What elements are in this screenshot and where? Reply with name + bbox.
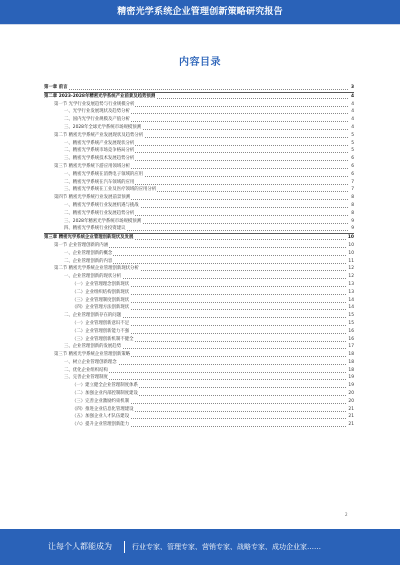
toc-entry-title: （一）建立健全企业管理制度体系	[72, 383, 138, 389]
toc-entry[interactable]	[44, 171, 354, 179]
toc-entry[interactable]	[44, 218, 354, 226]
toc-entry[interactable]	[44, 186, 354, 194]
toc-entry-page: 18	[348, 352, 354, 358]
toc-entry[interactable]	[44, 351, 354, 359]
toc-entry-title: （二）加强企业内部控制制度建设	[72, 391, 138, 397]
document-header	[0, 0, 400, 24]
toc-entry-title: 三、2028年全球光学系统市场规模预测	[64, 124, 142, 130]
toc-entry-title: 一、精密光学系统行业发展机遇与挑战	[64, 202, 139, 208]
toc-entry-title: （二）企业管理创新能力不强	[72, 328, 130, 334]
toc-entry-page: 4	[351, 117, 354, 123]
toc-entry-title: 第二节 精密光学系统企业管理创新现状分析	[54, 266, 139, 272]
toc-entry-title: 三、完善企业管理制度	[64, 375, 108, 381]
toc-entry-page: 20	[348, 391, 354, 397]
toc-entry-title: 第二节 精密光学系统产业发展现状及趋势分析	[54, 132, 144, 138]
toc-entry[interactable]	[44, 374, 354, 382]
toc-entry[interactable]	[44, 202, 354, 210]
toc-entry-page: 7	[351, 187, 354, 193]
toc-entry-title: 第二章 2023-2028年精密光学系统产业前景及趋势预测	[44, 93, 156, 99]
toc-entry[interactable]	[44, 265, 354, 273]
toc-entry[interactable]	[44, 140, 354, 148]
toc-entry[interactable]	[44, 304, 354, 312]
toc-entry-title: 二、精密光学系统行业发展趋势分析	[64, 210, 135, 216]
toc-entry-title: （一）企业管理理念创新现状	[72, 281, 130, 287]
toc-entry[interactable]	[44, 336, 354, 344]
toc-entry[interactable]	[44, 132, 354, 140]
toc-entry-page: 10	[347, 235, 354, 241]
footer-divider	[124, 541, 125, 553]
toc-entry-page: 10	[348, 250, 354, 256]
toc-entry-title: （三）企业管理创新机制不健全	[72, 336, 134, 342]
toc-entry-page: 16	[348, 336, 354, 342]
toc-entry-page: 14	[348, 305, 354, 311]
toc-entry[interactable]	[44, 398, 354, 406]
toc-entry-page: 20	[348, 398, 354, 404]
toc-entry-page: 8	[351, 210, 354, 216]
toc-entry-title: 二、国内光学行业规模及产值分析	[64, 117, 130, 123]
toc-entry[interactable]	[44, 194, 354, 202]
toc-entry[interactable]	[44, 320, 354, 328]
toc-entry[interactable]	[44, 343, 354, 351]
toc-leader-dots	[44, 89, 348, 90]
toc-entry-page: 9	[351, 226, 354, 232]
toc-entry-page: 19	[348, 375, 354, 381]
toc-entry[interactable]	[44, 258, 354, 266]
toc-entry-title: 第三章 精密光学系统企业管理创新现状及发展	[44, 235, 134, 241]
toc-entry[interactable]	[44, 225, 354, 233]
toc-entry[interactable]	[44, 155, 354, 163]
toc-entry-page: 21	[348, 414, 354, 420]
toc-entry-title: 二、企业管理创新存在的问题	[64, 313, 122, 319]
toc-entry-page: 15	[348, 313, 354, 319]
toc-entry-page: 4	[351, 124, 354, 130]
toc-entry-page: 8	[351, 195, 354, 201]
toc-entry-page: 13	[348, 281, 354, 287]
toc-entry-title: 三、2028年精密光学系统市场规模预测	[64, 218, 142, 224]
toc-entry-title: （三）企业管理制度创新现状	[72, 297, 130, 303]
toc-entry-title: 二、精密光学系统市场竞争格局分析	[64, 148, 135, 154]
toc-entry[interactable]	[44, 273, 354, 281]
report-title: 精密光学系统企业管理创新策略研究报告	[117, 7, 283, 17]
toc-entry-page: 8	[351, 202, 354, 208]
toc-entry-page: 3	[350, 85, 354, 90]
toc-entry[interactable]	[44, 250, 354, 258]
toc-entry[interactable]	[44, 210, 354, 218]
toc-entry-page: 6	[351, 171, 354, 177]
toc-entry-page: 18	[348, 359, 354, 365]
toc-entry[interactable]	[44, 147, 354, 155]
toc-entry-title: （六）提升企业管理创新能力	[72, 422, 130, 428]
toc-entry-page: 9	[351, 218, 354, 224]
toc-entry[interactable]	[44, 108, 354, 116]
toc-title: 内容目录	[179, 57, 221, 68]
toc-entry-page: 12	[348, 266, 354, 272]
toc-entry-title: 一、精密光学系统产业发展现状分析	[64, 140, 135, 146]
toc-entry-title: 第四节 精密光学系统行业发展前景预测	[54, 195, 131, 201]
toc-entry-title: 第三节 精密光学系统下游应用领域分析	[54, 163, 131, 169]
footer-slogan: 让每个人都能成为	[48, 542, 112, 551]
toc-entry[interactable]	[44, 124, 354, 132]
toc-entry-page: 7	[351, 179, 354, 185]
toc-entry-page: 13	[348, 289, 354, 295]
toc-entry-page: 11	[348, 258, 354, 264]
toc-entry-page: 19	[348, 383, 354, 389]
page-number: 2	[345, 512, 348, 517]
toc-entry[interactable]	[44, 406, 354, 414]
document-footer	[0, 529, 400, 565]
toc-entry-title: 第一节 企业管理创新的内涵	[54, 242, 109, 248]
toc-entry[interactable]	[44, 297, 354, 305]
toc-entry[interactable]	[44, 359, 354, 367]
toc-entry-title: （四）企业管理方法创新现状	[72, 305, 130, 311]
toc-entry-page: 12	[348, 274, 354, 280]
toc-entry-page: 10	[348, 242, 354, 248]
toc-entry-title: 三、精密光学系统在工业及医疗领域的应用分析	[64, 187, 157, 193]
toc-entry[interactable]	[44, 382, 354, 390]
toc-entry-title: （二）企业组织结构创新现状	[72, 289, 130, 295]
toc-entry-title: 一、精密光学系统在消费电子领域的应用	[64, 171, 144, 177]
toc-entry[interactable]	[44, 390, 354, 398]
toc-entry-title: 二、精密光学系统在汽车领域的应用	[64, 179, 135, 185]
toc-entry[interactable]	[44, 93, 354, 101]
toc-entry-page: 17	[348, 344, 354, 350]
toc-entry-title: （三）完善企业激励约束机制	[72, 398, 130, 404]
toc-entry-title: 二、优化企业组织结构	[64, 367, 108, 373]
table-of-contents	[44, 84, 354, 429]
toc-entry-page: 16	[348, 328, 354, 334]
header-divider	[0, 24, 400, 25]
toc-entry-title: 第一节 光学行业发展趋势与行业规模分析	[54, 101, 135, 107]
toc-entry-title: 三、精密光学系统技术发展趋势分析	[64, 156, 135, 162]
toc-entry[interactable]	[44, 234, 354, 242]
toc-entry-title: 第三节 精密光学系统企业管理创新策略	[54, 352, 131, 358]
toc-entry-page: 5	[351, 132, 354, 138]
toc-entry-title: 一、树立企业管理创新理念	[64, 359, 117, 365]
toc-entry-title: 一、企业管理创新的现状分析	[64, 274, 122, 280]
footer-experts: 行业专家、管理专家、营销专家、战略专家、成功企业家……	[132, 543, 321, 551]
toc-entry-title: （四）推进企业信息化管理建设	[72, 406, 134, 412]
toc-entry[interactable]	[44, 242, 354, 250]
toc-entry-title: 第一章 前言	[44, 85, 68, 90]
toc-entry-page: 21	[348, 406, 354, 412]
toc-entry-page: 21	[348, 422, 354, 428]
toc-entry-page: 5	[351, 140, 354, 146]
toc-entry[interactable]	[44, 367, 354, 375]
toc-entry[interactable]	[44, 84, 354, 92]
toc-entry[interactable]	[44, 312, 354, 320]
toc-entry-page: 14	[348, 297, 354, 303]
toc-entry-title: 二、企业管理创新的内容	[64, 258, 113, 264]
toc-entry-page: 6	[351, 156, 354, 162]
toc-entry[interactable]	[44, 116, 354, 124]
toc-entry[interactable]	[44, 289, 354, 297]
toc-entry-page: 5	[351, 148, 354, 154]
toc-entry-page: 4	[351, 109, 354, 115]
toc-entry-title: （五）加强企业人才队伍建设	[72, 414, 130, 420]
toc-entry[interactable]	[44, 421, 354, 429]
toc-entry-page: 6	[351, 163, 354, 169]
toc-entry-page: 4	[351, 101, 354, 107]
toc-entry[interactable]	[44, 328, 354, 336]
toc-entry[interactable]	[44, 179, 354, 187]
toc-entry-page: 18	[348, 367, 354, 373]
toc-entry-page: 15	[348, 320, 354, 326]
toc-entry[interactable]	[44, 163, 354, 171]
toc-entry-title: 一、企业管理创新的概念	[64, 250, 113, 256]
toc-entry-title: 四、精密光学系统行业投资建议	[64, 226, 126, 232]
toc-entry-title: （一）企业管理创新意识不足	[72, 320, 130, 326]
toc-entry-title: 三、企业管理创新的发展趋势	[64, 344, 122, 350]
toc-entry-page: 4	[350, 93, 354, 99]
toc-entry[interactable]	[44, 281, 354, 289]
toc-entry-title: 一、光学行业发展现状及趋势分析	[64, 109, 130, 115]
toc-entry[interactable]	[44, 101, 354, 109]
toc-entry[interactable]	[44, 413, 354, 421]
